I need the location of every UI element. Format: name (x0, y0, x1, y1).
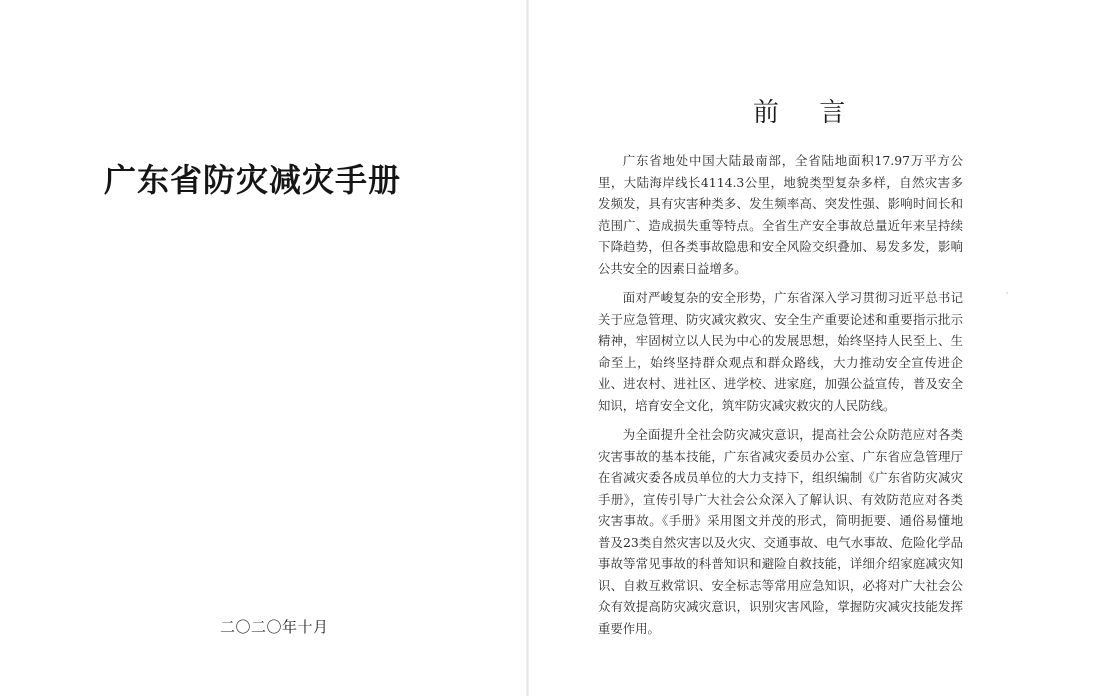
preface-paragraph-2: 面对严峻复杂的安全形势，广东省深入学习贯彻习近平总书记关于应急管理、防灾减灾救灾、安全生产重要论述和重要指示批示精神，牢固树立以人民为中心的发展思想，始终坚持人民至上、生命至上，始终坚持群众观点和群众路线，大力推动安全宣传进企业、进农村、进社区、进学校、进家庭，加强公益宣传，普及安全知识，培育安全文化，筑牢防灾减灾救灾的人民防线。 (598, 290, 963, 413)
preface-paragraph-1: 广东省地处中国大陆最南部，全省陆地面积17.97万平方公里，大陆海岸线长4114.3公里，地貌类型复杂多样，自然灾害多发频发，具有灾害种类多、发生频率高、突发性强、影响时间长和范围广、造成损失重等特点。全省生产安全事故总量近年来呈持续下降趋势，但各类事故隐患和安全风险交织叠加、易发多发，影响公共安全的因素日益增多。 (598, 153, 963, 276)
preface-body (598, 150, 963, 647)
preface-heading: 前 言 (753, 98, 862, 128)
publication-date: 二〇二〇年十月 (220, 618, 329, 636)
preface-paragraph-3: 为全面提升全社会防灾减灾意识，提高社会公众防范应对各类灾害事故的基本技能，广东省减灾委员办公室、广东省应急管理厅在省减灾委各成员单位的大力支持下，组织编制《广东省防灾减灾手册》，宣传引导广大社会公众深入了解认识、有效防范应对各类灾害事故。《手册》采用图文并茂的形式，简明扼要、通俗易懂地普及23类自然灾害以及火灾、交通事故、电气水事故、危险化学品事故等常见事故的科普知识和避险自救技能，详细介绍家庭减灾知识、自救互救常识、安全标志等常用应急知识，必将对广大社会公众有效提高防灾减灾意识，识别灾害风险，掌握防灾减灾技能发挥重要作用。 (598, 427, 963, 636)
scan-speck (1006, 292, 1008, 294)
preface-page (529, 0, 1094, 696)
title-page (0, 0, 527, 696)
book-title: 广东省防灾减灾手册 (104, 161, 402, 199)
